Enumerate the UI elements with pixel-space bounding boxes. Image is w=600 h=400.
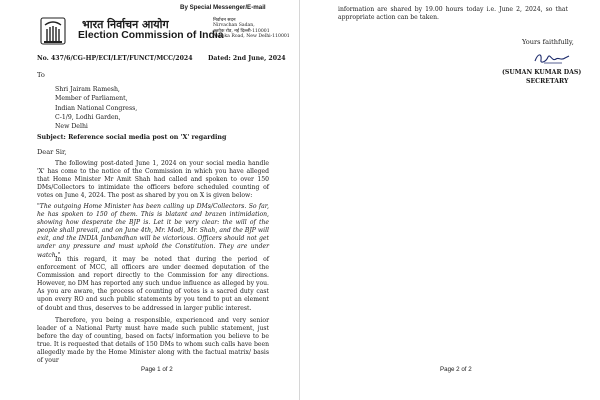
salutation: Dear Sir, (37, 148, 67, 156)
letter-number: No. 437/6/CG-HP/ECI/LET/FUNCT/MCC/2024 (37, 55, 193, 62)
body-paragraph-3: Therefore, you being a responsible, experienced and very senior leader of a National Party must have made such public statement, just before the day of counting, based on facts/ information you believe to be true. It is requested that details of 150 DMs to whom such calls have been allegedly made by the Home Minister along with the factual matrix/ basis of your (37, 317, 269, 365)
address-block (213, 18, 290, 40)
recipient-line: Indian National Congress, (55, 104, 138, 112)
header-hindi: भारत निर्वाचन आयोग (82, 18, 169, 31)
letter-page-2 (300, 0, 600, 400)
address-line: अशोक रोड, नई दिल्ली-110001 (213, 28, 270, 34)
recipient-line: Shri Jairam Ramesh, (55, 86, 120, 93)
address-line: Nirvachan Sadan, (213, 23, 255, 29)
recipient-line: C-1/9, Lodhi Garden, (55, 113, 121, 121)
to-label: To (37, 71, 45, 79)
letter-date: Dated: 2nd June, 2024 (208, 55, 286, 62)
recipient-line: New Delhi (55, 123, 88, 131)
page-number-2: Page 2 of 2 (440, 366, 472, 373)
recipient-line: Member of Parliament, (55, 95, 128, 103)
address-line: Ashoka Road, New Delhi-110001 (213, 34, 290, 40)
signatory-title: SECRETARY (526, 78, 569, 85)
signatory-name: (SUMAN KUMAR DAS) (502, 69, 582, 76)
subject-line: Subject: Reference social media post on 'X' regarding (37, 134, 227, 141)
address-line: निर्वाचन सदन (213, 18, 236, 23)
continuation-paragraph: information are shared by 19.00 hours today i.e. June 2, 2024, so that appropriate action can be taken. (338, 6, 568, 22)
signature-icon (532, 50, 572, 66)
header-english: Election Commission of India (78, 30, 224, 41)
body-paragraph-1: The following post-dated June 1, 2024 on your social media handle 'X' has come to the notice of the Commission in which you have alleged that Home Minister Mr Amit Shah had called and spoken to over 150 DMs/Collectors to intimidate the officers before scheduled counting of votes on June 4, 2024. The post as shared by you on X is given below: (37, 160, 269, 200)
closing-line: Yours faithfully, (522, 38, 574, 46)
recipient-block (55, 85, 137, 131)
page-number-1: Page 1 of 2 (141, 366, 173, 373)
delivery-mode: By Special Messenger/E-mail (180, 4, 266, 11)
quoted-post: "The outgoing Home Minister has been calling up DMs/Collectors. So far, he has spoken to 150 of them. This is blatant and brazen intimidation, showing how desperate the BJP is. Let it be very clear: the will of the people shall prevail, and on June 4th, Mr. Modi, Mr. Shah, and the BJP will exit, and the INDIA Janbandhan will be victorious. Officers should not get under any pressure and must uphold the Constitution. They are under watch." (37, 203, 269, 259)
eci-emblem-icon (40, 17, 66, 45)
body-paragraph-2: In this regard, it may be noted that during the period of enforcement of MCC, all officers are under deemed deputation of the Commission and report directly to the Commission for any directions. However, no DM has reported any such undue influence as alleged by you. As you are aware, the process of counting of votes is a sacred duty cast upon every RO and such public statements by you tend to put an element of doubt and thus, deserves to be addressed in larger public interest. (37, 256, 269, 312)
